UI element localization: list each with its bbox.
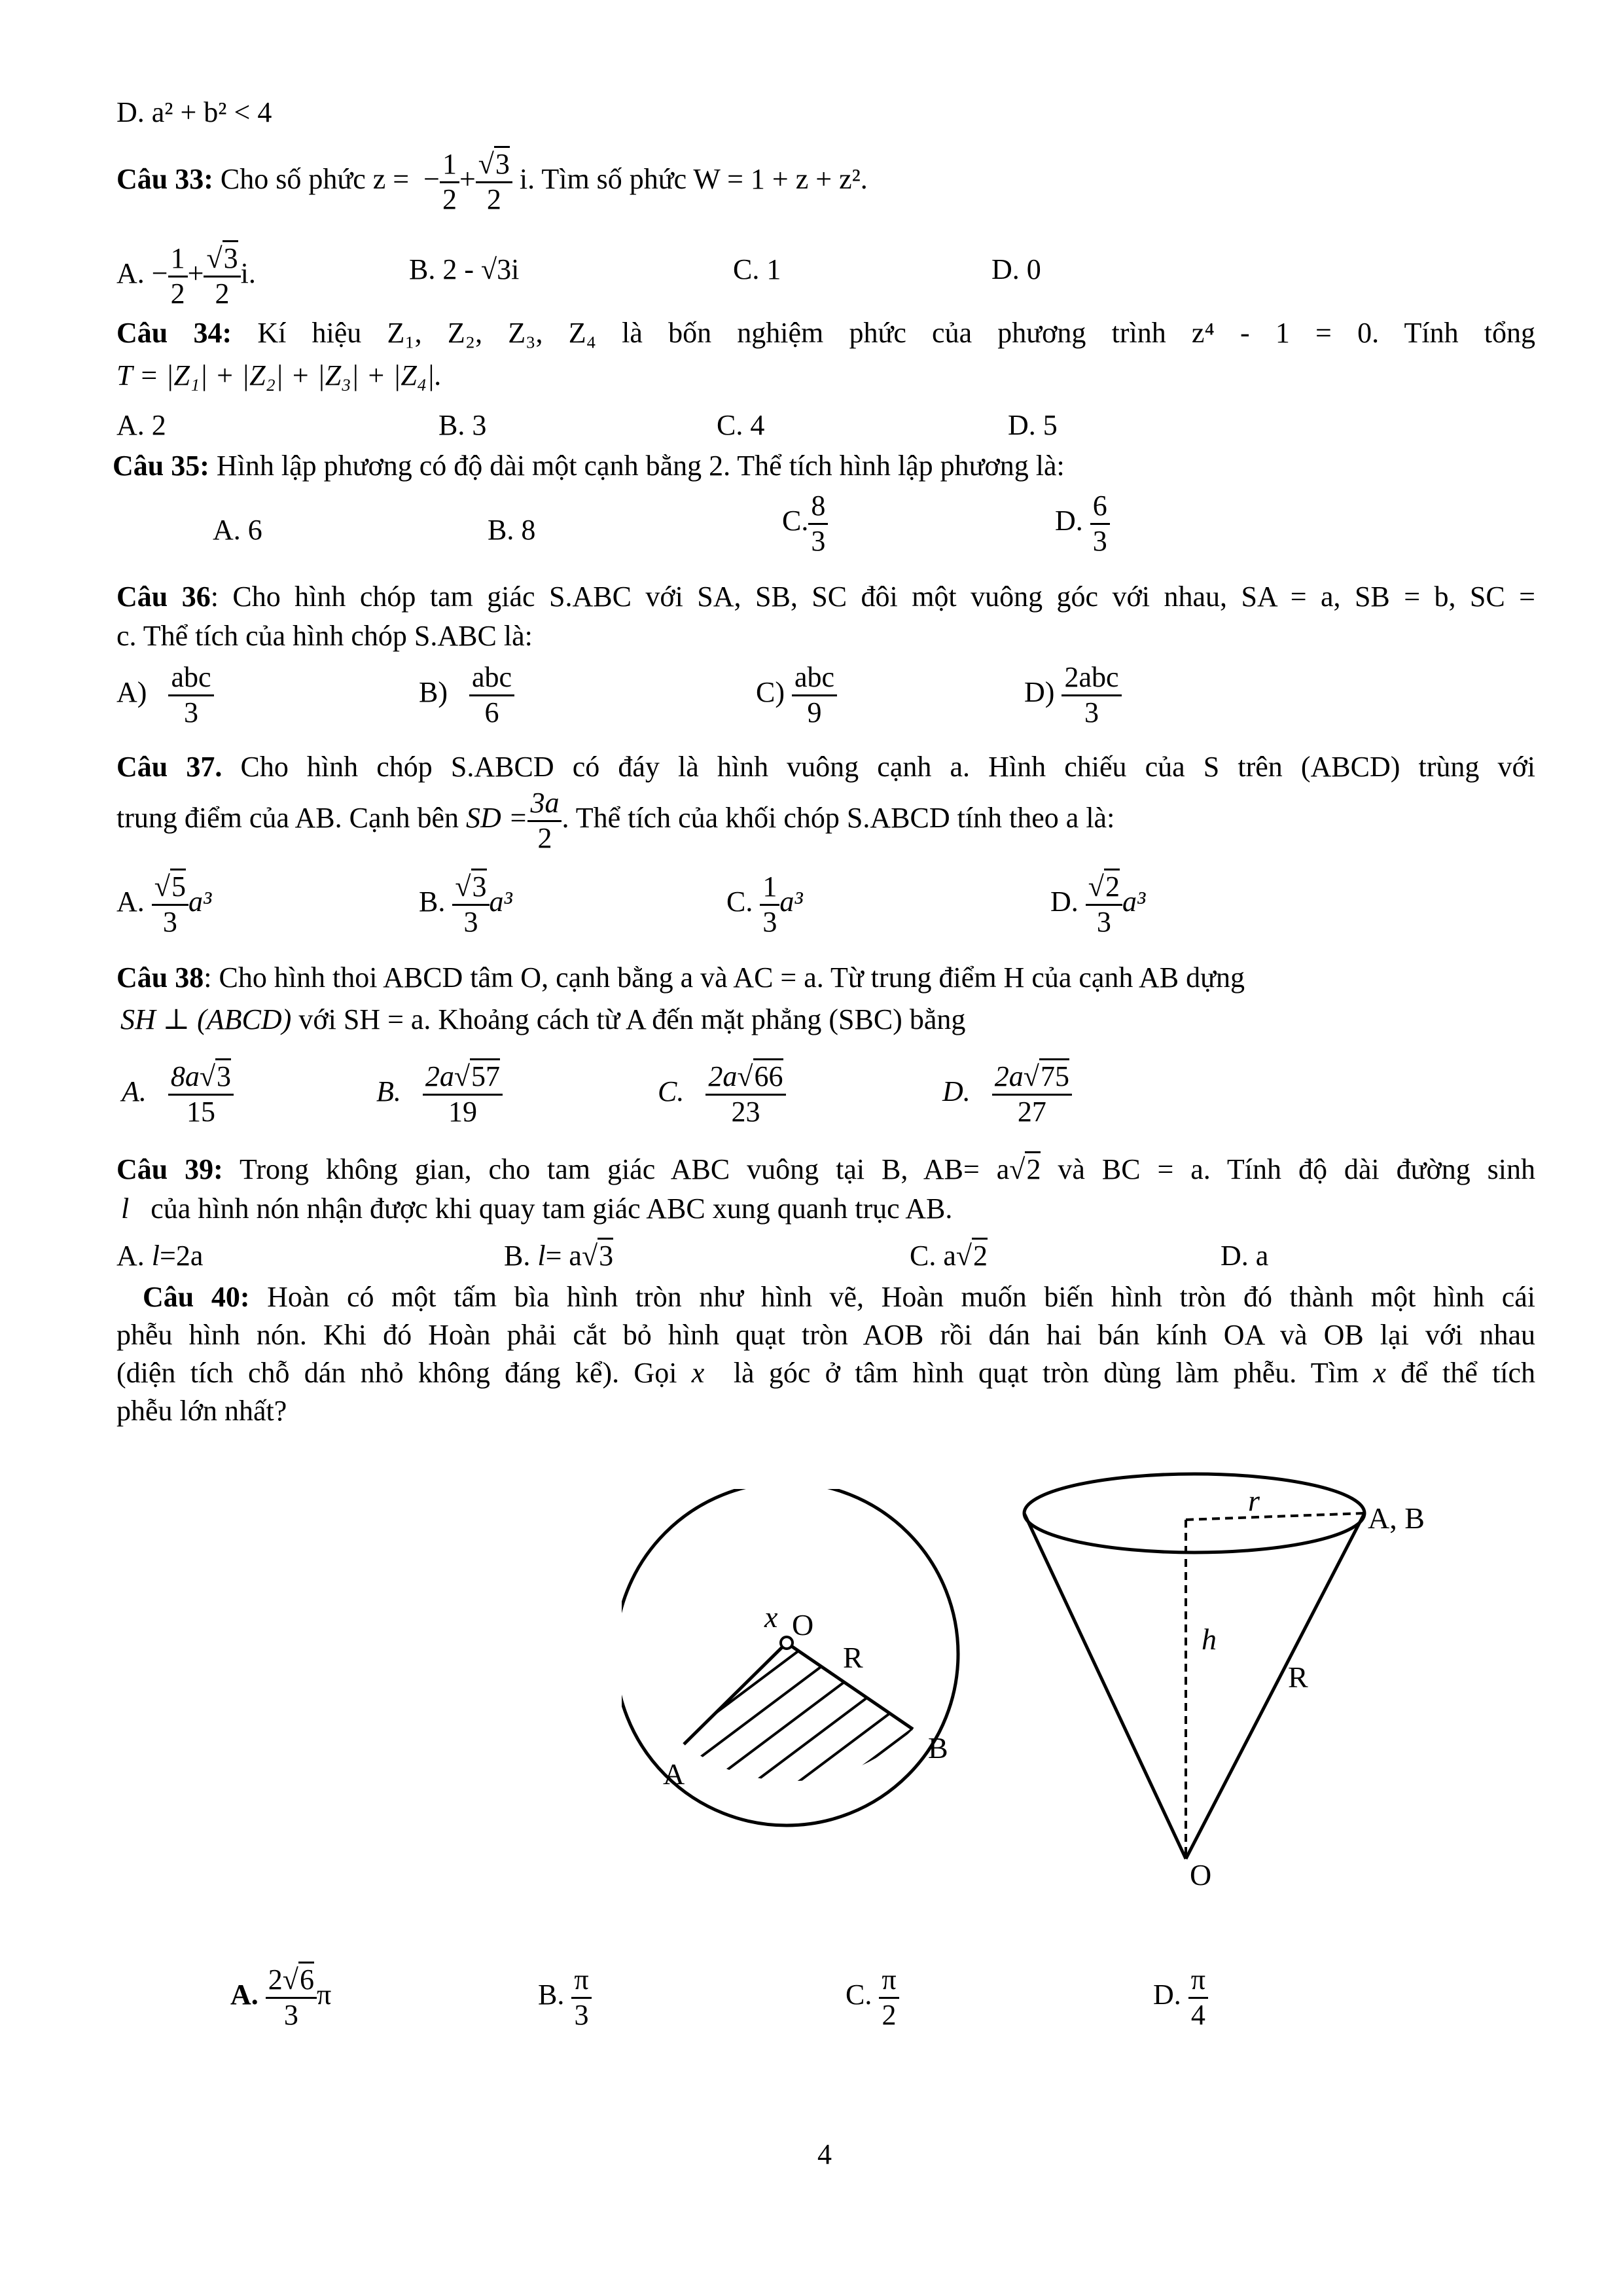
figure-point-o: O <box>792 1608 814 1641</box>
q34-option-d: D. 5 <box>1008 409 1058 441</box>
q34-option-b: B. 3 <box>438 409 487 441</box>
cone-left-edge <box>1024 1513 1186 1859</box>
question-37-line1: Câu 37. Cho hình chóp S.ABCD có đáy là hình vuông cạnh a. Hình chiếu của S trên (ABCD) trùng với <box>116 751 1535 783</box>
question-40-line3: (diện tích chỗ dán nhỏ không đáng kể). Gọi x là góc ở tâm hình quạt tròn dùng làm phễu. Tìm x để thể tích <box>116 1357 1536 1389</box>
q40-option-a: A. $\frac{2√6}{3}$ π <box>230 1964 331 2032</box>
q38-option-a: A. $\frac{8a√3}{15}$ <box>122 1060 234 1128</box>
q39-option-b: B. l= a√3 <box>504 1242 613 1270</box>
q39-option-c: C. a√2 <box>910 1242 988 1270</box>
question-40-line1: Câu 40: Hoàn có một tấm bìa hình tròn như hình vẽ, Hoàn muốn biến hình tròn đó thành một hình cái <box>143 1281 1535 1313</box>
q34-option-c: C. 4 <box>717 409 765 441</box>
question-39-line1: Câu 39: Trong không gian, cho tam giác ABC vuông tại B, AB= a√2 và BC = a. Tính độ dài đường sinh <box>116 1155 1535 1184</box>
q37-option-b: B. $\frac{√3}{3}$ a³ <box>419 870 512 939</box>
q33-option-a: A. <box>116 257 145 290</box>
cone-base-ellipse <box>1024 1474 1364 1552</box>
question-35: Câu 35: Hình lập phương có độ dài một cạnh bằng 2. Thể tích hình lập phương là: <box>113 450 1065 482</box>
figure-angle-x: x <box>764 1600 778 1634</box>
cone-figure <box>1008 1466 1387 1898</box>
cone-label-slant-r: R <box>1288 1660 1308 1694</box>
q32-option-d: D. a² + b² < 4 <box>116 96 272 128</box>
q40-option-d: D. $\frac{\pi}{4}$ <box>1153 1964 1208 2032</box>
question-40-line2: phễu hình nón. Khi đó Hoàn phải cắt bỏ hình quạt tròn AOB rồi dán hai bán kính OA và OB lại với nhau <box>116 1319 1535 1351</box>
q35-option-a: A. 6 <box>213 514 262 546</box>
figure-point-a: A <box>663 1757 685 1791</box>
cone-label-r: r <box>1248 1484 1260 1517</box>
cone-label-h: h <box>1202 1623 1217 1656</box>
question-33-text-b: i. Tìm số phức W = 1 + z + z². <box>519 163 868 196</box>
question-33: Câu 33: Cho số phức z = − $\frac{1}{2}$ + $\frac{√3}{2}$ i. Tìm số phức W = 1 + z + z². <box>116 148 868 216</box>
question-36-line1: Câu 36: Cho hình chóp tam giác S.ABC với SA, SB, SC đôi một vuông góc với nhau, SA = a, SB = b, SC = <box>116 581 1535 613</box>
cone-right-edge <box>1186 1513 1364 1859</box>
q36-option-b: B) $\frac{\text{abc}}{6}$ <box>419 661 514 729</box>
q37-option-d: D. $\frac{√2}{3}$ a³ <box>1050 870 1145 939</box>
q35-option-c: C. $\frac{8}{3}$ <box>782 490 828 558</box>
q40-option-c: C. $\frac{\pi}{2}$ <box>846 1964 899 2032</box>
center-point <box>781 1637 793 1649</box>
q37-option-c: C. $\frac{1}{3}$ a³ <box>726 870 803 938</box>
figure-radius-r: R <box>843 1641 863 1674</box>
question-38-line2: SH ⊥ (ABCD) với SH = a. Khoảng cách từ A đến mặt phẳng (SBC) bằng <box>120 1003 966 1035</box>
q36-option-c: C) $\frac{\text{abc}}{9}$ <box>756 661 837 729</box>
q35-option-d: D. $\frac{6}{3}$ <box>1055 490 1110 558</box>
q38-option-c: C. $\frac{2a√66}{23}$ <box>658 1060 786 1128</box>
question-34-line2: T = |Z₁| + |Z₂| + |Z₃| + |Z₄|. <box>116 359 442 391</box>
q33-option-d: D. 0 <box>991 253 1041 285</box>
figure-point-b: B <box>928 1731 948 1765</box>
fraction: $\frac{√3}{2}$ <box>476 148 512 216</box>
cone-radius-line <box>1186 1513 1364 1520</box>
fraction: $\frac{√3}{2}$ <box>204 242 240 310</box>
question-34-line1: Câu 34: Kí hiệu Z₁, Z₂, Z₃, Z₄ là bốn nghiệm phức của phương trình z⁴ - 1 = 0. Tính tổng <box>116 317 1536 349</box>
question-33-label: Câu 33: <box>116 163 213 196</box>
question-36-line2: c. Thể tích của hình chóp S.ABC là: <box>116 620 533 652</box>
q39-option-d: D. a <box>1221 1240 1269 1272</box>
q33-option-c: C. 1 <box>733 253 781 285</box>
question-39-line2: l của hình nón nhận được khi quay tam giác ABC xung quanh trục AB. <box>121 1193 953 1225</box>
question-33-options: A. − $\frac{1}{2}$ + $\frac{√3}{2}$ i. <box>116 242 256 310</box>
fraction: $\frac{1}{2}$ <box>168 242 188 310</box>
q37-option-a: A. $\frac{√5}{3}$ a³ <box>116 870 211 939</box>
q36-option-a: A) $\frac{\text{abc}}{3}$ <box>116 661 214 729</box>
question-40-line4: phễu lớn nhất? <box>116 1395 287 1427</box>
question-37-line2: trung điểm của AB. Cạnh bên SD = $\frac{3a}{2}$ . Thể tích của khối chóp S.ABCD tính theo a là: <box>116 787 1115 854</box>
question-38-line1: Câu 38: Cho hình thoi ABCD tâm O, cạnh bằng a và AC = a. Từ trung điểm H của cạnh AB dựng <box>116 961 1245 994</box>
q35-option-b: B. 8 <box>488 514 536 546</box>
q33-option-b: B. 2 - √3i <box>409 253 520 285</box>
q38-option-d: D. $\frac{2a√75}{27}$ <box>942 1060 1072 1128</box>
cone-label-o: O <box>1190 1858 1212 1892</box>
question-33-text: Cho số phức z = <box>220 163 410 196</box>
q34-option-a: A. 2 <box>116 409 166 441</box>
sector-radii <box>684 1643 913 1744</box>
q36-option-d: D) $\frac{\text{2abc}}{3}$ <box>1024 661 1122 729</box>
q38-option-b: B. $\frac{2a√57}{19}$ <box>376 1060 503 1128</box>
cone-label-ab: A, B <box>1368 1501 1425 1535</box>
page-number: 4 <box>817 2138 832 2170</box>
fraction: $\frac{1}{2}$ <box>440 148 459 216</box>
q40-option-b: B. $\frac{\pi}{3}$ <box>538 1964 592 2032</box>
q39-option-a: A. l=2a <box>116 1240 204 1272</box>
